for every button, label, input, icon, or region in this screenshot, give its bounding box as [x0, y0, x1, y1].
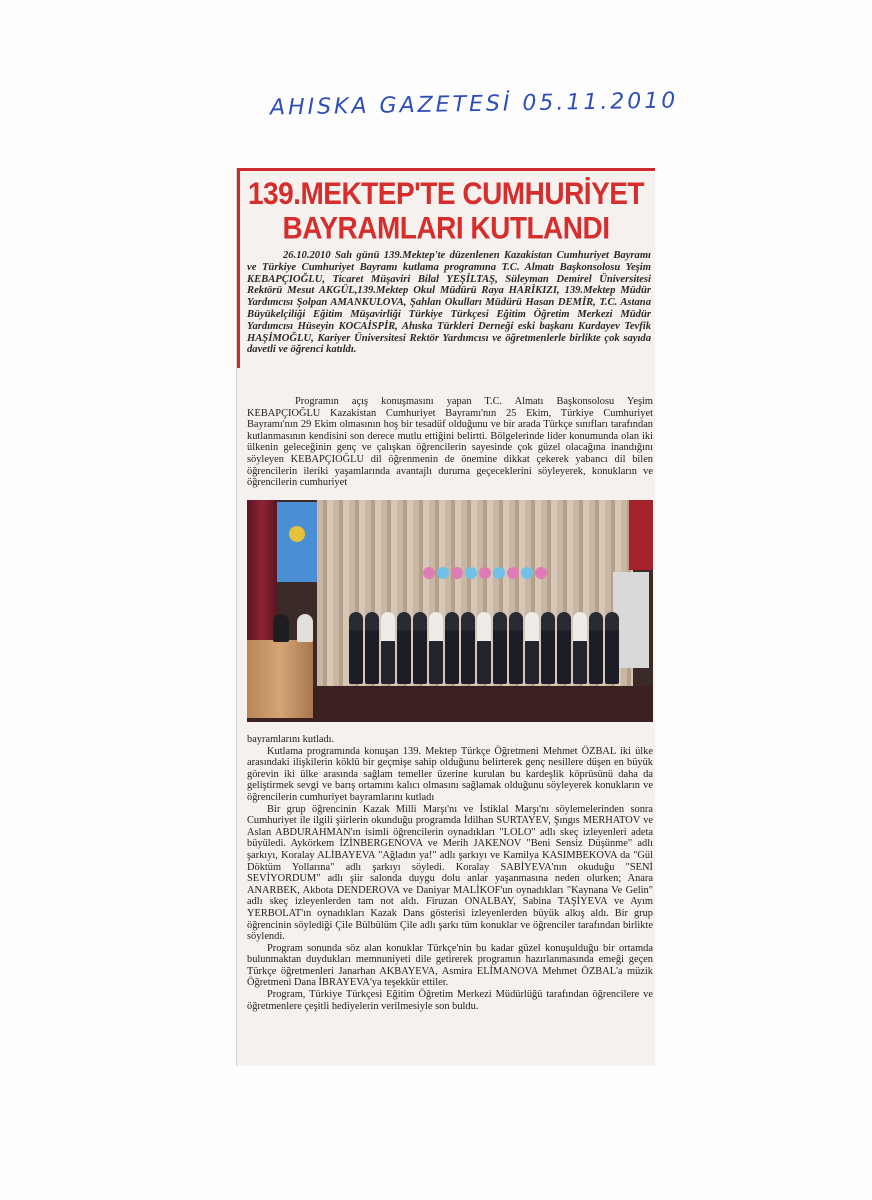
- student-figure: [445, 612, 459, 684]
- article-headline: [247, 176, 645, 245]
- student-figure: [589, 612, 603, 684]
- student-figure: [477, 612, 491, 684]
- student-figure: [365, 612, 379, 684]
- student-figure: [413, 612, 427, 684]
- student-figure: [605, 612, 619, 684]
- handwritten-source-note: AHISKA GAZETESİ 05.11.2010: [269, 88, 679, 121]
- balloon-banner: [422, 566, 572, 596]
- student-figure: [573, 612, 587, 684]
- article-paragraph-5: Program, Türkiye Türkçesi Eğitim Öğretim Merkezi Müdürlüğü tarafından öğrencilere ve öğretmenlere çeşitli hediyelerin verilmesiyle son buldu.: [247, 989, 653, 1012]
- headline-top-rule: [237, 168, 655, 171]
- student-figure: [461, 612, 475, 684]
- article-paragraph-4: Program sonunda söz alan konuklar Türkçe'nin bu kadar güzel konuşulduğu bir ortamda bulunmaktan duydukları memnuniyeti dile getirerek programın hazırlanmasında emeği geçen Türkçe öğretmenleri Janarhan AKBAYEVA, Asmira ELİMANOVA Mehmet ÖZBAL'a müzik Öğretmeni Dana İBRAYEVA'ya teşekkür ettiler.: [247, 942, 653, 989]
- student-figure: [509, 612, 523, 684]
- article-paragraph-3: Bir grup öğrencinin Kazak Milli Marşı'nı ve İstiklal Marşı'nı söylemelerinden sonra Cumhuriyet ile ilgili şiirlerin okunduğu programda İdilhan SURTAYEV, Şıngıs MERHATOV ve Aslan ABDURAHMAN'ın isimli öğrencilerin oynadıkları "LOLO" adlı skeç izleyenleri adeta büyüledi. Aykörkem İZİNBERGENOVA ve Merih JAKENOV "Beni Sensiz Düşünme" adlı şarkıyı, Koralay ALİBAYEVA "Ağladın ya!" adlı şarkıyı ve Kamilya KASIMBEKOVA da "Gül Döktüm Yollarına" adlı şarkıyı söyledi. Koralay SABİYEVA'nın okuduğu "SENİ SEVİYORDUM" adlı şiir salonda duygu dolu anlar yaşanmasına neden olurken; Anara ANARBEK, Akbota DENDEROVA ve Daniyar MALİKOF'un oynadıkları "Kaynana Ve Gelin" adlı skeç izleyenlerden tam not aldı. Firuzan ONALBAY, Sabina TAŞİYEVA ve Ayım YERBOLAT'ın oynadıkları Kazak Dans gösterisi izleyenlerden büyük alkış aldı. Bir grup öğrencinin söylediği Çile Bülbülüm Çile adlı şarkı tüm konuklar ve öğrenciler tarafından birlikte söylendi.: [247, 803, 653, 943]
- kazakhstan-flag-icon: [277, 502, 317, 582]
- article-paragraph-1-continued: bayramlarını kutladı.: [247, 734, 335, 745]
- article-lead: 26.10.2010 Salı günü 139.Mektep'te düzenlenen Kazakistan Cumhuriyet Bayramı ve Türkiye Cumhuriyet Bayramı kutlama programına T.C. Almatı Başkonsolosu Yeşim KEBAPÇIOĞLU, Ticaret Müşaviri Bilal YEŞİLTAŞ, Süleyman Demirel Üniversitesi Rektörü Mesut AKGÜL,139.Mektep Okul Müdürü Raya HARİKIZI, 139.Mektep Müdür Yardımcısı Şolpan AMANKULOVA, Şahlan Okulları Müdürü Hasan DEMİR, T.C. Astana Büyükelçiliği Eğitim Müşavirliği Türkiye Türkçesi Eğitim Öğretim Merkezi Müdür Yardımcısı Hüseyin KOCAİSPİR, Ahıska Türkleri Derneği eski başkanı Kurdayev Tevfik HAŞİMOĞLU, Kariyer Üniversitesi Rektör Yardımcısı ve öğretmenlerle birlikte çok sayıda davetli ve öğrenci katıldı.: [247, 250, 651, 356]
- student-figure: [541, 612, 555, 684]
- headline-line-1: 139.MEKTEP'TE CUMHURİYET: [247, 176, 645, 211]
- headline-line-2: BAYRAMLARI KUTLANDI: [282, 210, 610, 246]
- student-figure: [429, 612, 443, 684]
- student-figure: [525, 612, 539, 684]
- event-photo: [247, 500, 653, 722]
- newspaper-clipping: [236, 168, 655, 1066]
- article-paragraph-2: Kutlama programında konuşan 139. Mektep Türkçe Öğretmeni Mehmet ÖZBAL iki ülke arasındaki ilişkilerin köklü bir geçmişe sahip olduğunu belirterek genç nesillere düşen en büyük görevin iki ülke arasında sağlam temeller üzerine kurulan bu kardeşlik köprüsünü daha da geliştirmek sevgi ve barış ortamını kalıcı olmasını sağlamak olduğunu söyleyerek konukların ve öğrencilerin cumhuriyet bayramlarını kutladı: [247, 745, 653, 803]
- article-paragraph-1: Programın açış konuşmasını yapan T.C. Almatı Başkonsolosu Yeşim KEBAPÇIOĞLU Kazakistan Cumhuriyet Bayramı'nın 25 Ekim, Türkiye Cumhuriyet Bayramı'nın 29 Ekim olmasının hoş bir tesadüf olduğunu ve bir arada Türkçe sınıfları tarafından kutlanmasının kendisini son derece mutlu ettiğini belirtti. Bölgelerinde lider konumunda olan iki ülkenin geleceğinin genç ve çalışkan öğrencilerin sayesinde çok güzel olacağına inandığını söyleyen KEBAPÇIOĞLU dil öğrenmenin de önemine dikkat çekerek yabancı dil bilen öğrencilerin ileriki yaşamlarında avantajlı duruma geçeceklerini söyleyerek, konukların ve öğrencilerin cumhuriyet: [247, 396, 653, 489]
- headline-left-rule: [237, 168, 240, 368]
- student-figure: [557, 612, 571, 684]
- speaker-figure: [273, 614, 289, 642]
- right-curtain: [629, 500, 653, 570]
- student-figure: [493, 612, 507, 684]
- speaker-figure: [297, 614, 313, 642]
- podium: [247, 640, 313, 718]
- student-figure: [397, 612, 411, 684]
- article-body-continued: [247, 734, 653, 1012]
- student-figure: [381, 612, 395, 684]
- student-figure: [349, 612, 363, 684]
